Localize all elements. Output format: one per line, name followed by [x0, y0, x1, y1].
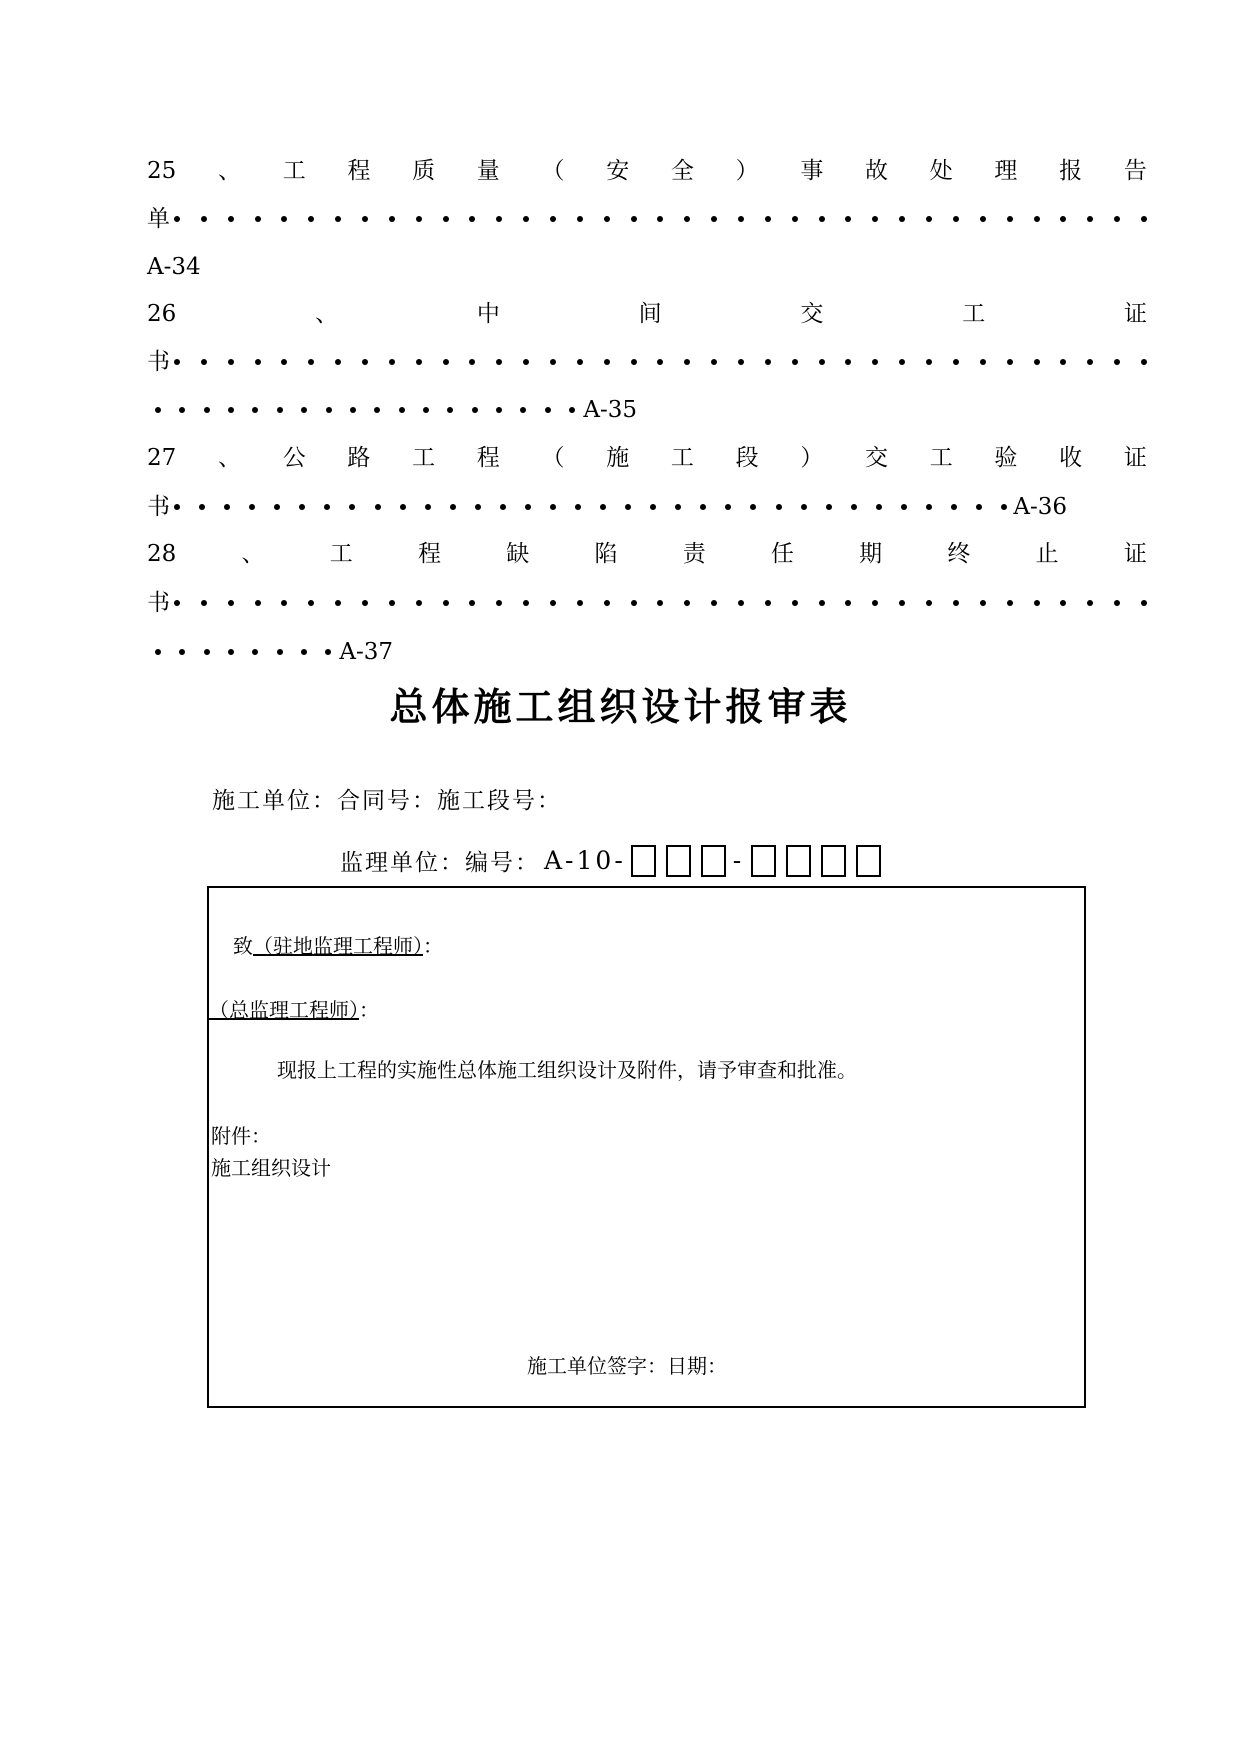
leader-dot — [349, 504, 355, 510]
leader-dot — [980, 600, 986, 606]
toc-entry-number: 26 — [147, 301, 177, 327]
toc-char: 公 — [282, 445, 306, 471]
leader-dot — [684, 359, 690, 365]
leader-dot — [399, 407, 405, 413]
leader-dot — [228, 407, 234, 413]
leader-dot — [496, 407, 502, 413]
leader-dot — [845, 359, 851, 365]
toc-char: 终 — [947, 541, 971, 567]
leader-dot — [362, 216, 368, 222]
leader-dot — [255, 216, 261, 222]
leader-dot — [765, 600, 771, 606]
leader-dot — [776, 504, 782, 510]
supervisor-line — [340, 844, 886, 877]
toc-char: 中 — [476, 301, 500, 327]
leader-dot — [496, 216, 502, 222]
toc-entry-25-heading — [147, 154, 1147, 188]
leader-dot — [550, 216, 556, 222]
leader-dot — [179, 649, 185, 655]
leader-dot — [765, 216, 771, 222]
leader-dot — [201, 600, 207, 606]
leader-dot — [174, 504, 180, 510]
leader-dot — [204, 407, 210, 413]
leader-dot — [738, 359, 744, 365]
leader-dot — [550, 359, 556, 365]
leader-dot — [657, 359, 663, 365]
toc-page-ref: A-37 — [339, 639, 393, 665]
toc-char: 安 — [606, 158, 630, 184]
leader-dot — [277, 407, 283, 413]
leader-dot — [308, 359, 314, 365]
toc-char: 缺 — [506, 541, 530, 567]
leader-dot — [350, 407, 356, 413]
leader-dot — [1034, 600, 1040, 606]
leader-dot — [577, 216, 583, 222]
toc-char: 责 — [682, 541, 706, 567]
code-digit-box[interactable] — [856, 845, 881, 877]
leader-dot — [281, 359, 287, 365]
leader-dot — [899, 359, 905, 365]
leader-dot — [1114, 359, 1120, 365]
leader-dot — [496, 600, 502, 606]
toc-char: ） — [800, 445, 824, 471]
leader-dot — [953, 216, 959, 222]
leader-dot — [657, 216, 663, 222]
leader-dot — [569, 407, 575, 413]
toc-entry-28-leader — [147, 586, 1147, 620]
code-digit-box[interactable] — [666, 845, 691, 877]
toc-entry-sep: 、 — [217, 445, 241, 471]
form-body-text: 现报上工程的实施性总体施工组织设计及附件，请予审查和批准。 — [277, 1058, 857, 1082]
leader-dot — [447, 407, 453, 413]
leader-dot — [400, 504, 406, 510]
leader-dot — [204, 649, 210, 655]
leader-dot — [926, 600, 932, 606]
toc-page-ref: A-34 — [147, 254, 201, 280]
leader-dot — [792, 216, 798, 222]
contractor-line: 施工单位：合同号：施工段号： — [212, 788, 562, 814]
leader-dot — [308, 600, 314, 606]
leader-dot — [228, 649, 234, 655]
chief-engineer-field[interactable]: （总监理工程师） — [209, 998, 359, 1022]
leader-dot — [1114, 216, 1120, 222]
leader-dot — [224, 504, 230, 510]
leader-dot — [1060, 216, 1066, 222]
leader-dot — [926, 359, 932, 365]
dot-leader — [170, 359, 1147, 365]
leader-dot — [1060, 359, 1066, 365]
leader-dot — [228, 216, 234, 222]
toc-char: 段 — [735, 445, 759, 471]
leader-dot — [228, 600, 234, 606]
leader-dot — [650, 504, 656, 510]
toc-entry-27-heading — [147, 441, 1147, 475]
leader-dot — [472, 407, 478, 413]
leader-dot — [335, 216, 341, 222]
toc-char: 陷 — [594, 541, 618, 567]
toc-char: 理 — [994, 158, 1018, 184]
code-digit-box[interactable] — [751, 845, 776, 877]
leader-dot — [523, 216, 529, 222]
leader-dot — [450, 504, 456, 510]
leader-dot — [575, 504, 581, 510]
leader-dot — [899, 216, 905, 222]
leader-dot — [631, 216, 637, 222]
toc-char: 书 — [147, 494, 170, 520]
leader-dot — [1141, 600, 1147, 606]
toc-entry-26-leader — [147, 345, 1147, 379]
leader-dot — [738, 600, 744, 606]
leader-dot — [845, 600, 851, 606]
leader-dot — [201, 216, 207, 222]
leader-dot — [443, 216, 449, 222]
leader-dot — [600, 504, 606, 510]
leader-dot — [416, 216, 422, 222]
leader-dot — [750, 504, 756, 510]
toc-entry-sep: 、 — [241, 541, 265, 567]
leader-dot — [765, 359, 771, 365]
toc-char: 告 — [1123, 158, 1147, 184]
code-digit-box[interactable] — [631, 845, 656, 877]
toc-char: 证 — [1123, 301, 1147, 327]
leader-dot — [901, 504, 907, 510]
leader-dot — [335, 359, 341, 365]
leader-dot — [201, 359, 207, 365]
toc-char: 量 — [476, 158, 500, 184]
dot-leader — [170, 600, 1147, 606]
leader-dot — [1087, 216, 1093, 222]
leader-dot — [324, 504, 330, 510]
leader-dot — [1060, 600, 1066, 606]
leader-dot — [389, 216, 395, 222]
toc-char: 处 — [929, 158, 953, 184]
toc-char: 工 — [282, 158, 306, 184]
toc-char: 书 — [147, 349, 170, 375]
leader-dot — [500, 504, 506, 510]
toc-char: 工 — [962, 301, 986, 327]
toc-entry-number: 25 — [147, 158, 177, 184]
leader-dot — [520, 407, 526, 413]
toc-entry-25-leader — [147, 202, 1147, 236]
leader-dot — [308, 216, 314, 222]
leader-dot — [1007, 600, 1013, 606]
leader-dot — [819, 216, 825, 222]
leader-dot — [819, 600, 825, 606]
toc-char: （ — [541, 445, 565, 471]
leader-dot — [577, 600, 583, 606]
colon: ： — [359, 998, 379, 1022]
toc-char: 路 — [347, 445, 371, 471]
leader-dot — [1007, 216, 1013, 222]
leader-dot — [951, 504, 957, 510]
dot-leader — [147, 407, 583, 413]
leader-dot — [792, 359, 798, 365]
leader-dot — [375, 504, 381, 510]
leader-dot — [711, 359, 717, 365]
leader-dot — [631, 359, 637, 365]
leader-dot — [301, 649, 307, 655]
leader-dot — [550, 600, 556, 606]
leader-dot — [416, 359, 422, 365]
dot-leader — [170, 504, 1013, 510]
resident-engineer-field[interactable]: （驻地监理工程师） — [253, 934, 423, 958]
leader-dot — [425, 504, 431, 510]
toc-char: 验 — [994, 445, 1018, 471]
toc-page-ref: A-35 — [583, 397, 637, 423]
toc-char: 期 — [859, 541, 883, 567]
leader-dot — [1001, 504, 1007, 510]
leader-dot — [281, 216, 287, 222]
leader-dot — [926, 216, 932, 222]
leader-dot — [604, 600, 610, 606]
leader-dot — [845, 216, 851, 222]
leader-dot — [525, 504, 531, 510]
leader-dot — [792, 600, 798, 606]
toc-char: 止 — [1035, 541, 1059, 567]
signature-date-line: 施工单位签字：日期： — [527, 1354, 727, 1378]
toc-char: 证 — [1123, 445, 1147, 471]
leader-dot — [976, 504, 982, 510]
addressee-chief-line — [209, 994, 379, 1023]
leader-dot — [725, 504, 731, 510]
leader-dot — [496, 359, 502, 365]
leader-dot — [423, 407, 429, 413]
leader-dot — [980, 216, 986, 222]
colon: ： — [423, 934, 443, 958]
toc-entry-26-page — [147, 393, 637, 427]
toc-char: 全 — [670, 158, 694, 184]
toc-char: 事 — [800, 158, 824, 184]
dot-leader — [170, 216, 1147, 222]
code-dash: - — [732, 846, 745, 875]
toc-char: 工 — [670, 445, 694, 471]
supervisor-label: 监理单位：编号： — [340, 850, 540, 876]
leader-dot — [179, 407, 185, 413]
leader-dot — [953, 359, 959, 365]
leader-dot — [872, 600, 878, 606]
leader-dot — [274, 504, 280, 510]
code-digit-box[interactable] — [786, 845, 811, 877]
leader-dot — [174, 216, 180, 222]
toc-char: 工 — [329, 541, 353, 567]
addressee-resident-line — [233, 930, 443, 959]
leader-dot — [657, 600, 663, 606]
toc-entry-28-page — [147, 635, 393, 669]
toc-char: 程 — [417, 541, 441, 567]
attachment-item: 施工组织设计 — [211, 1156, 331, 1180]
toc-entry-number: 27 — [147, 445, 177, 471]
toc-char: 书 — [147, 590, 170, 616]
toc-char: 质 — [412, 158, 436, 184]
leader-dot — [228, 359, 234, 365]
leader-dot — [604, 216, 610, 222]
toc-char: 施 — [606, 445, 630, 471]
toc-char: 报 — [1059, 158, 1083, 184]
toc-char: 证 — [1123, 541, 1147, 567]
leader-dot — [249, 504, 255, 510]
toc-page-ref: A-36 — [1013, 494, 1067, 520]
leader-dot — [199, 504, 205, 510]
leader-dot — [545, 407, 551, 413]
leader-dot — [876, 504, 882, 510]
code-prefix: A-10- — [544, 846, 626, 875]
toc-entry-sep: 、 — [217, 158, 241, 184]
leader-dot — [469, 216, 475, 222]
form-title: 总体施工组织设计报审表 — [389, 685, 852, 729]
leader-dot — [711, 216, 717, 222]
leader-dot — [1087, 359, 1093, 365]
leader-dot — [1034, 216, 1040, 222]
leader-dot — [469, 359, 475, 365]
leader-dot — [550, 504, 556, 510]
toc-char: 程 — [476, 445, 500, 471]
leader-dot — [416, 600, 422, 606]
leader-dot — [1141, 359, 1147, 365]
toc-char: ） — [735, 158, 759, 184]
leader-dot — [684, 216, 690, 222]
leader-dot — [926, 504, 932, 510]
to-prefix: 致 — [233, 934, 253, 958]
leader-dot — [155, 407, 161, 413]
leader-dot — [255, 359, 261, 365]
leader-dot — [625, 504, 631, 510]
leader-dot — [155, 649, 161, 655]
toc-entry-25-page — [147, 250, 1147, 284]
leader-dot — [389, 600, 395, 606]
dot-leader — [147, 649, 339, 655]
leader-dot — [1087, 600, 1093, 606]
toc-entry-number: 28 — [147, 541, 177, 567]
attachment-label: 附件： — [211, 1124, 271, 1148]
toc-char: 收 — [1059, 445, 1083, 471]
toc-char: 程 — [347, 158, 371, 184]
leader-dot — [443, 359, 449, 365]
toc-entry-sep: 、 — [315, 301, 339, 327]
leader-dot — [604, 359, 610, 365]
leader-dot — [577, 359, 583, 365]
code-digit-box[interactable] — [821, 845, 846, 877]
leader-dot — [362, 359, 368, 365]
leader-dot — [872, 359, 878, 365]
leader-dot — [711, 600, 717, 606]
leader-dot — [899, 600, 905, 606]
toc-entry-27-leader — [147, 490, 1067, 524]
leader-dot — [443, 600, 449, 606]
toc-char: （ — [541, 158, 565, 184]
leader-dot — [174, 600, 180, 606]
leader-dot — [174, 359, 180, 365]
leader-dot — [252, 407, 258, 413]
leader-dot — [469, 600, 475, 606]
leader-dot — [523, 600, 529, 606]
leader-dot — [872, 216, 878, 222]
toc-char: 间 — [638, 301, 662, 327]
leader-dot — [255, 600, 261, 606]
leader-dot — [738, 216, 744, 222]
leader-dot — [953, 600, 959, 606]
leader-dot — [1007, 359, 1013, 365]
approval-form-box — [207, 886, 1086, 1408]
toc-char: 单 — [147, 206, 170, 232]
toc-char: 交 — [865, 445, 889, 471]
leader-dot — [335, 600, 341, 606]
leader-dot — [299, 504, 305, 510]
leader-dot — [389, 359, 395, 365]
toc-char: 任 — [770, 541, 794, 567]
leader-dot — [301, 407, 307, 413]
leader-dot — [1141, 216, 1147, 222]
leader-dot — [475, 504, 481, 510]
leader-dot — [631, 600, 637, 606]
leader-dot — [523, 359, 529, 365]
leader-dot — [801, 504, 807, 510]
leader-dot — [851, 504, 857, 510]
leader-dot — [980, 359, 986, 365]
toc-entry-26-heading — [147, 297, 1147, 331]
leader-dot — [277, 649, 283, 655]
toc-char: 交 — [800, 301, 824, 327]
toc-char: 工 — [929, 445, 953, 471]
leader-dot — [1114, 600, 1120, 606]
leader-dot — [1034, 359, 1040, 365]
code-digit-box[interactable] — [701, 845, 726, 877]
toc-entry-28-heading — [147, 537, 1147, 571]
leader-dot — [362, 600, 368, 606]
leader-dot — [326, 407, 332, 413]
leader-dot — [819, 359, 825, 365]
leader-dot — [374, 407, 380, 413]
leader-dot — [281, 600, 287, 606]
toc-char: 工 — [412, 445, 436, 471]
leader-dot — [826, 504, 832, 510]
leader-dot — [684, 600, 690, 606]
leader-dot — [252, 649, 258, 655]
leader-dot — [325, 649, 331, 655]
leader-dot — [700, 504, 706, 510]
toc-char: 故 — [865, 158, 889, 184]
leader-dot — [675, 504, 681, 510]
